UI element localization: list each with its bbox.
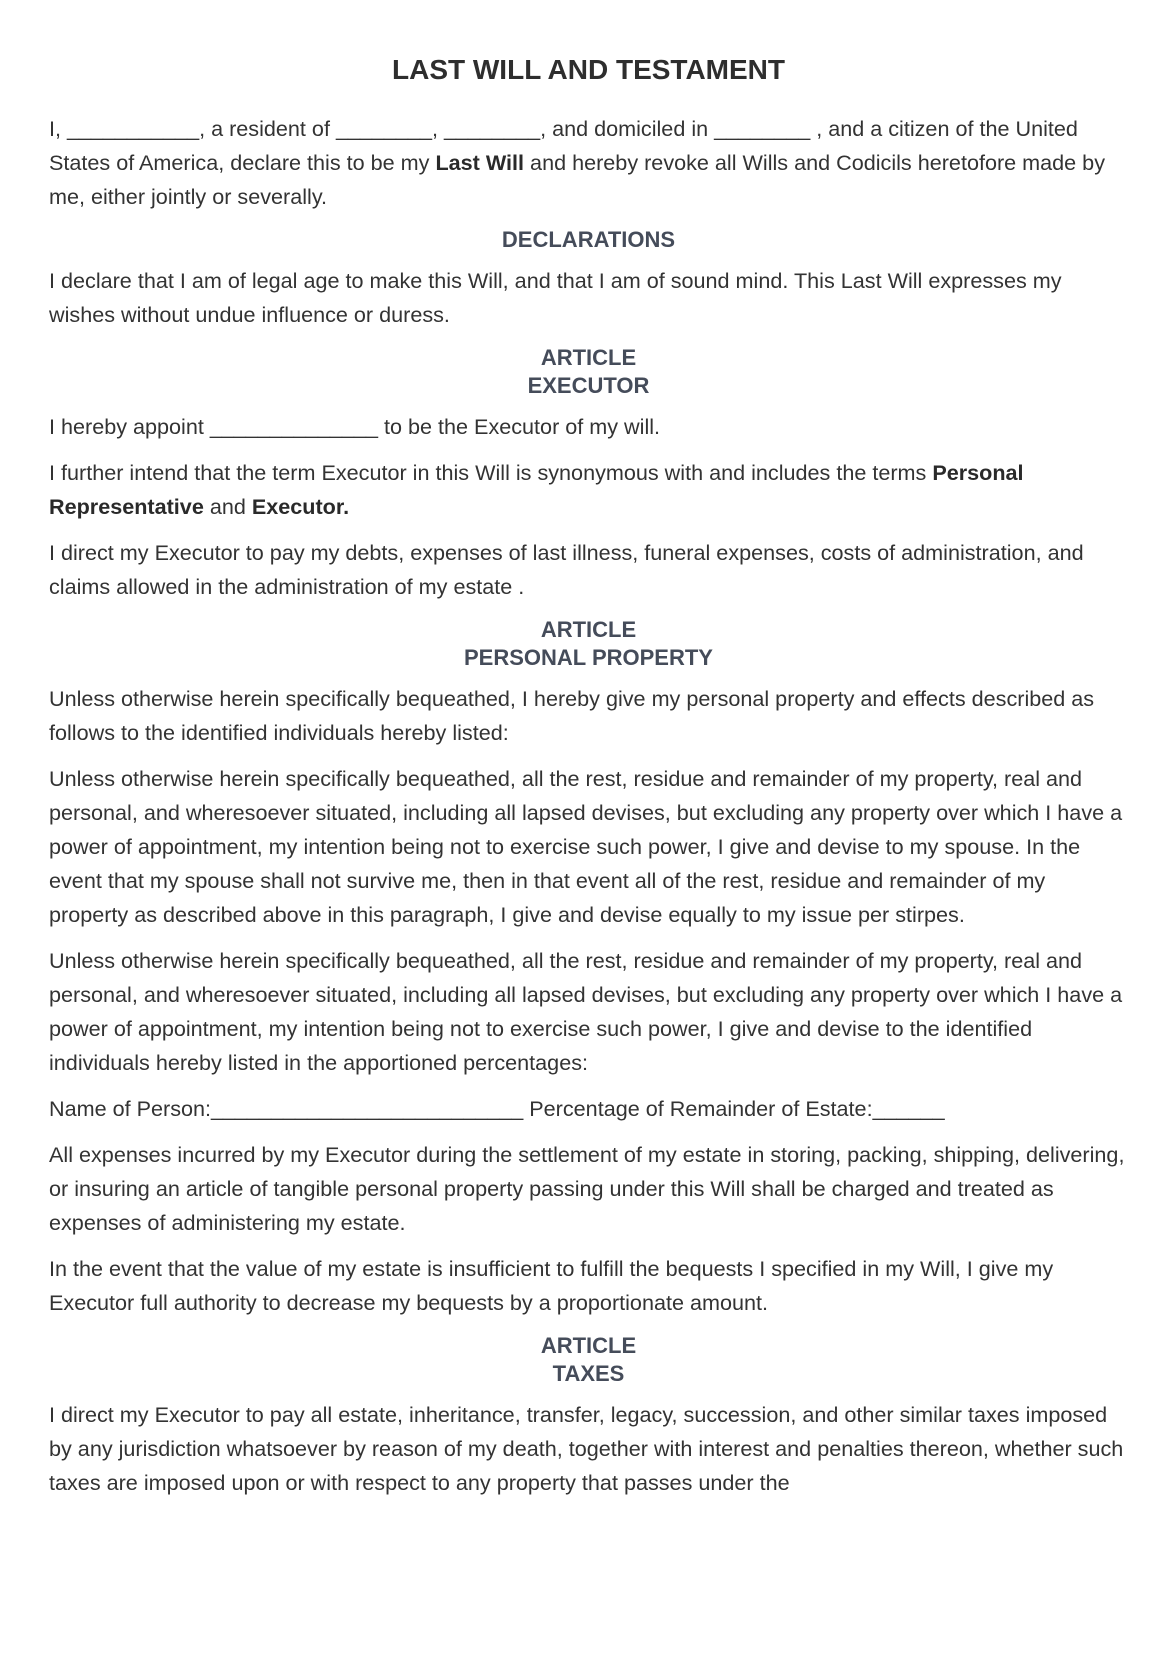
personal-property-paragraph-4: All expenses incurred by my Executor during the settlement of my estate in storing, packing, shipping, delivering, or insuring an article of tangible personal property passing under this Will shall be charged and treated as expenses of administering my estate. — [49, 1142, 1125, 1235]
declarations-paragraph: I declare that I am of legal age to make this Will, and that I am of sound mind. This Last Will expresses my wishes without undue influence or duress. — [49, 268, 1062, 327]
document-title: LAST WILL AND TESTAMENT — [392, 54, 785, 85]
personal-property-paragraph-2: Unless otherwise herein specifically bequeathed, all the rest, residue and remainder of my property, real and personal, and wheresoever situated, including all lapsed devises, but excluding any property over which I have a power of appointment, my intention being not to exercise such power, I give and devise to my spouse. In the event that my spouse shall not survive me, then in that event all of the rest, residue and remainder of my property as described above in this paragraph, I give and devise equally to my issue per stirpes. — [49, 766, 1123, 927]
executor-terms-bold-personal-rep: Personal Representative — [49, 460, 1024, 519]
taxes-paragraph-1: I direct my Executor to pay all estate, inheritance, transfer, legacy, succession, and other similar taxes imposed by any jurisdiction whatsoever by reason of my death, together with interest and penalties thereon, whether such taxes are imposed upon or with respect to any property that passes under the — [49, 1402, 1124, 1495]
personal-property-heading-article: ARTICLE — [540, 617, 637, 642]
executor-heading-title: EXECUTOR — [527, 373, 650, 398]
executor-terms-text-1: I further intend that the term Executor in this Will is synonymous with and includes the terms — [49, 460, 933, 485]
intro-text-1: I, ___________, a resident of ________, ________, and domiciled in ________ , and a citizen of the United States of America, declare this to be my — [49, 116, 1078, 175]
executor-terms-bold-executor: Executor. — [251, 494, 350, 519]
personal-property-heading — [49, 616, 1128, 672]
intro-bold-last-will: Last Will — [435, 150, 525, 175]
executor-appoint-paragraph: I hereby appoint ______________ to be the Executor of my will. — [49, 414, 661, 439]
taxes-heading-title: TAXES — [552, 1361, 625, 1386]
personal-property-heading-title: PERSONAL PROPERTY — [464, 645, 713, 670]
intro-text-2: and hereby revoke all Wills and Codicils heretofore made by me, either jointly or severally. — [49, 150, 1105, 209]
executor-terms-text-2: and — [203, 494, 252, 519]
intro-paragraph — [49, 112, 1128, 214]
personal-property-paragraph-3: Unless otherwise herein specifically bequeathed, all the rest, residue and remainder of my property, real and personal, and wheresoever situated, including all lapsed devises, but excluding any property over which I have a power of appointment, my intention being not to exercise such power, I give and devise to the identified individuals hereby listed in the apportioned percentages: — [49, 948, 1123, 1075]
declarations-heading: DECLARATIONS — [501, 227, 676, 252]
executor-heading — [49, 344, 1128, 400]
personal-property-paragraph-1: Unless otherwise herein specifically bequeathed, I hereby give my personal property and effects described as follows to the identified individuals hereby listed: — [49, 686, 1095, 745]
executor-heading-article: ARTICLE — [540, 345, 637, 370]
taxes-heading-article: ARTICLE — [540, 1333, 637, 1358]
executor-debts-paragraph: I direct my Executor to pay my debts, expenses of last illness, funeral expenses, costs of administration, and claims allowed in the administration of my estate . — [49, 540, 1084, 599]
name-percentage-line: Name of Person:__________________________ Percentage of Remainder of Estate:______ — [49, 1096, 945, 1121]
executor-terms-paragraph — [49, 456, 1128, 524]
personal-property-paragraph-5: In the event that the value of my estate is insufficient to fulfill the bequests I specified in my Will, I give my Executor full authority to decrease my bequests by a proportionate amount. — [49, 1256, 1054, 1315]
taxes-heading — [49, 1332, 1128, 1388]
